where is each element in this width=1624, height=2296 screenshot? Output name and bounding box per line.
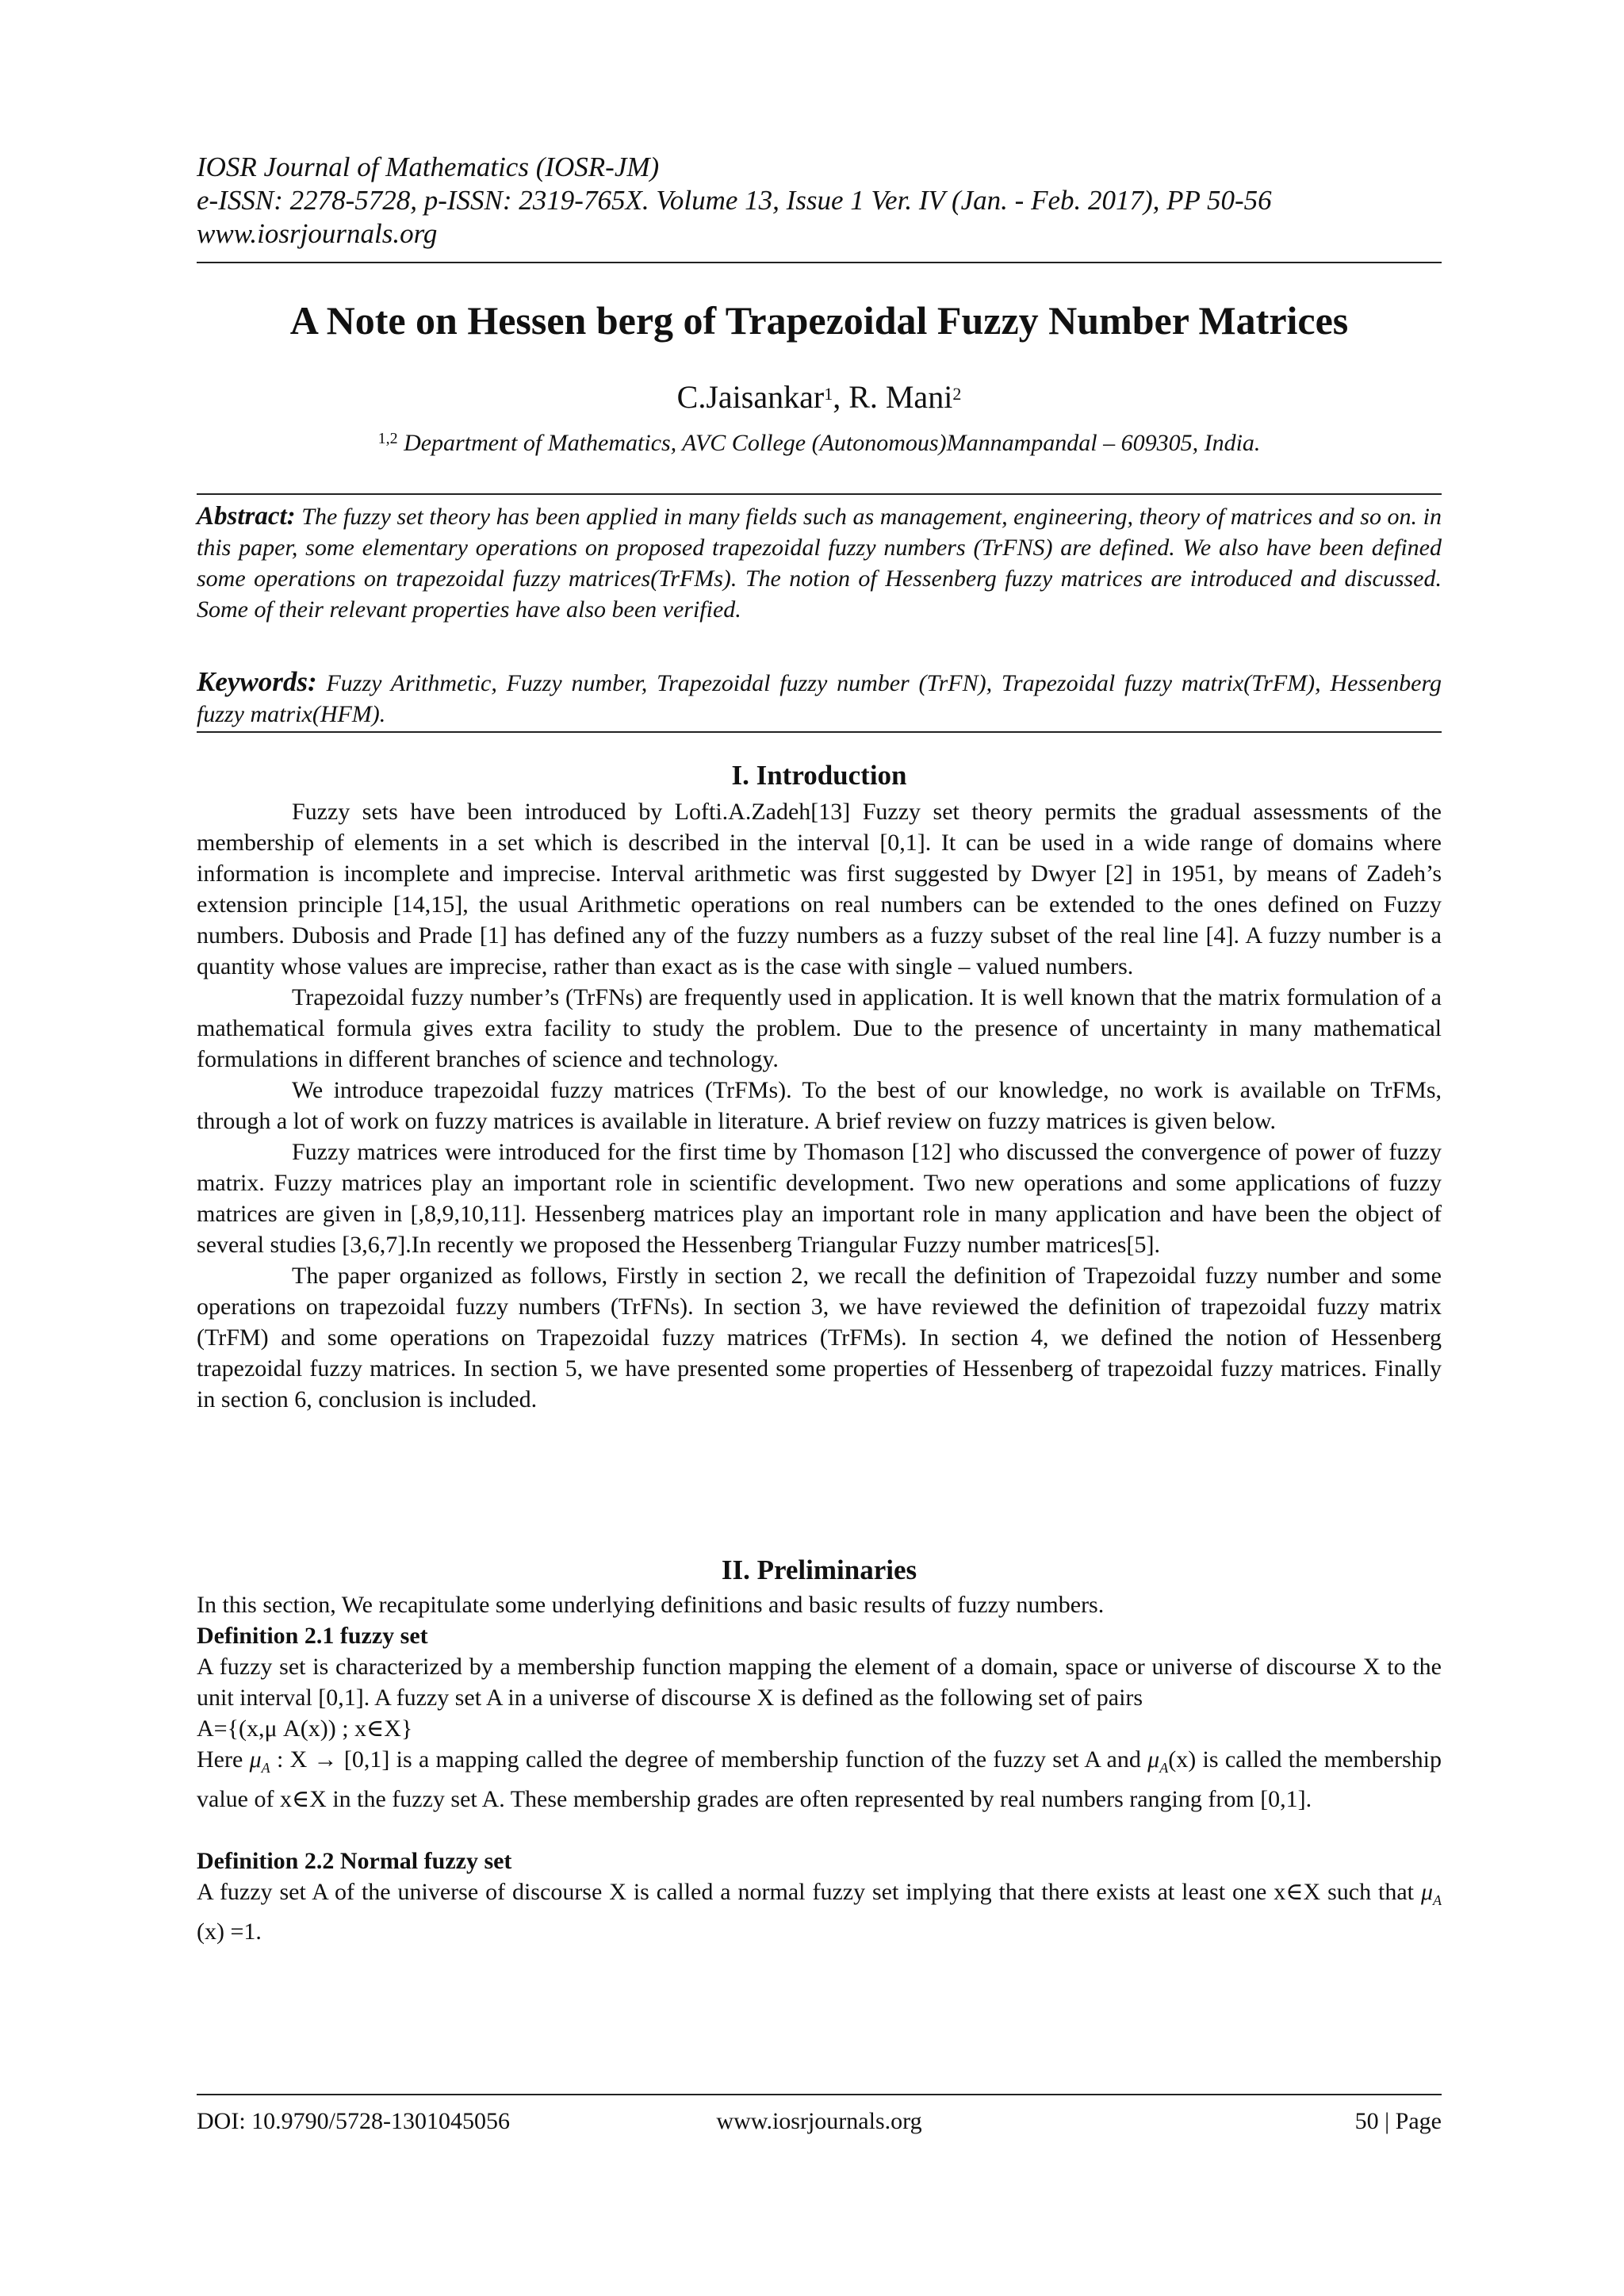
journal-url: www.iosrjournals.org: [197, 218, 438, 249]
author-2-sup: 2: [952, 384, 962, 404]
author-1: C.Jaisankar: [676, 379, 825, 415]
affiliation: [197, 428, 1442, 458]
mu-a-symbol-1: [249, 1746, 270, 1776]
keywords: [197, 666, 1442, 730]
mu-a-symbol-3: [1420, 1879, 1442, 1908]
paper-title: A Note on Hessen berg of Trapezoidal Fuzzy Number Matrices: [289, 298, 1349, 343]
footer-rule: [197, 2094, 1442, 2095]
section-heading-introduction: I. Introduction: [731, 760, 907, 791]
section-heading-preliminaries: II. Preliminaries: [721, 1554, 917, 1585]
here-text-b: : X → [0,1] is a mapping called the degree of membership function of the fuzzy set A and: [270, 1746, 1148, 1773]
journal-header: [197, 151, 1442, 251]
keywords-text: Fuzzy Arithmetic, Fuzzy number, Trapezoidal fuzzy number (TrFN), Trapezoidal fuzzy matrix(TrFM), Hessenberg fuzzy matrix(HFM).: [197, 670, 1442, 727]
abstract-text: The fuzzy set theory has been applied in many fields such as management, engineering, theory of matrices and so on. in this paper, some elementary operations on proposed trapezoidal fuzzy numbers (TrFNS) are defined. We also have been defined some operations on trapezoidal fuzzy matrices(TrFMs). The notion of Hessenberg fuzzy matrices are introduced and discussed. Some of their relevant properties have also been verified.: [197, 504, 1442, 623]
footer-site: www.iosrjournals.org: [716, 2108, 922, 2134]
affiliation-text: Department of Mathematics, AVC College (Autonomous)Mannampandal – 609305, India.: [404, 430, 1261, 456]
author-separator: ,: [833, 379, 849, 415]
abstract-rule-top: [197, 493, 1442, 495]
intro-paragraph-2: Trapezoidal fuzzy number’s (TrFNs) are frequently used in application. It is well known that the matrix formulation of a mathematical formula gives extra facility to study the problem. Due to the presence of uncertainty in many mathematical formulations in different branches of science and technology.: [197, 984, 1442, 1072]
journal-issn: e-ISSN: 2278-5728, p-ISSN: 2319-765X. Volume 13, Issue 1 Ver. IV (Jan. - Feb. 2017), PP 50-56: [197, 185, 1272, 216]
abstract-rule-bottom: [197, 731, 1442, 733]
preliminaries-body: [197, 1589, 1442, 1947]
definition-2-2-title: [197, 1846, 1442, 1876]
author-line: [197, 378, 1442, 417]
def2-text-b: (x) =1.: [197, 1918, 262, 1945]
header-rule: [197, 262, 1442, 263]
journal-name: IOSR Journal of Mathematics (IOSR-JM): [197, 151, 660, 182]
footer-doi: DOI: 10.9790/5728-1301045056: [197, 2108, 510, 2134]
definition-2-1-text: A fuzzy set is characterized by a membership function mapping the element of a domain, space or universe of discourse X to the unit interval [0,1]. A fuzzy set A in a universe of discourse X is defined as the following set of pairs: [197, 1654, 1442, 1711]
abstract: [197, 501, 1442, 625]
intro-paragraph-4: Fuzzy matrices were introduced for the first time by Thomason [12] who discussed the convergence of power of fuzzy matrix. Fuzzy matrices play an important role in scientific development. Two new operations and some applications of fuzzy matrices are given in [,8,9,10,11]. Hessenberg matrices play an important role in many application and have been the object of several studies [3,6,7].In recently we proposed the Hessenberg Triangular Fuzzy number matrices[5].: [197, 1139, 1442, 1258]
def2-text-a: A fuzzy set A of the universe of discourse X is called a normal fuzzy set implying that there exists at least one x∈X such that: [197, 1879, 1421, 1905]
mu-symbol-1: μ: [249, 1746, 262, 1773]
mu-symbol-2: μ: [1147, 1746, 1160, 1773]
author-1-sup: 1: [824, 384, 833, 404]
mu-sub-1: A: [261, 1760, 270, 1776]
mu-sub-2: A: [1159, 1760, 1169, 1776]
definition-2-2-title-text: Definition 2.2 Normal fuzzy set: [197, 1848, 512, 1874]
here-text-c: (x) is called the membership value of x∈X in the fuzzy set A. These membership grades are often represented by real numbers ranging from [0,1].: [197, 1746, 1442, 1812]
membership-function-text: [197, 1744, 1442, 1815]
keywords-label: Keywords:: [197, 666, 317, 697]
author-2: R. Mani: [848, 379, 953, 415]
abstract-label: Abstract:: [197, 502, 296, 531]
fuzzy-set-formula: A={(x,μ A(x)) ; x∈X}: [197, 1715, 413, 1742]
intro-paragraph-3: We introduce trapezoidal fuzzy matrices (TrFMs). To the best of our knowledge, no work is available on TrFMs, through a lot of work on fuzzy matrices is available in literature. A brief review on fuzzy matrices is given below.: [197, 1077, 1442, 1134]
footer-page-number: 50 | Page: [1354, 2108, 1442, 2134]
definition-2-2-text: [197, 1876, 1442, 1947]
intro-paragraph-5: The paper organized as follows, Firstly in section 2, we recall the definition of Trapezoidal fuzzy number and some operations on trapezoidal fuzzy numbers (TrFNs). In section 3, we have reviewed the definition of trapezoidal fuzzy matrix (TrFM) and some operations on Trapezoidal fuzzy matrices (TrFMs). In section 4, we defined the notion of Hessenberg trapezoidal fuzzy matrices. In section 5, we have presented some properties of Hessenberg of trapezoidal fuzzy matrices. Finally in section 6, conclusion is included.: [197, 1263, 1442, 1412]
introduction-body: [197, 796, 1442, 1415]
definition-2-1-title-text: Definition 2.1 fuzzy set: [197, 1623, 428, 1649]
here-text-a: Here: [197, 1746, 250, 1773]
preliminaries-intro: In this section, We recapitulate some underlying definitions and basic results of fuzzy numbers.: [197, 1592, 1105, 1618]
intro-paragraph-1: Fuzzy sets have been introduced by Lofti.A.Zadeh[13] Fuzzy set theory permits the gradual assessments of the membership of elements in a set which is described in the interval [0,1]. It can be used in a wide range of domains where information is incomplete and imprecise. Interval arithmetic was first suggested by Dwyer [2] in 1951, by means of Zadeh’s extension principle [14,15], the usual Arithmetic operations on real numbers can be extended to the ones defined on Fuzzy numbers. Dubosis and Prade [1] has defined any of the fuzzy numbers as a fuzzy subset of the real line [4]. A fuzzy number is a quantity whose values are imprecise, rather than exact as is the case with single – valued numbers.: [197, 799, 1442, 979]
mu-a-symbol-2: [1147, 1746, 1169, 1776]
affiliation-sup: 1,2: [377, 430, 398, 447]
mu-sub-3: A: [1433, 1892, 1442, 1908]
definition-2-1-title: [197, 1620, 1442, 1651]
mu-symbol-3: μ: [1420, 1879, 1433, 1905]
